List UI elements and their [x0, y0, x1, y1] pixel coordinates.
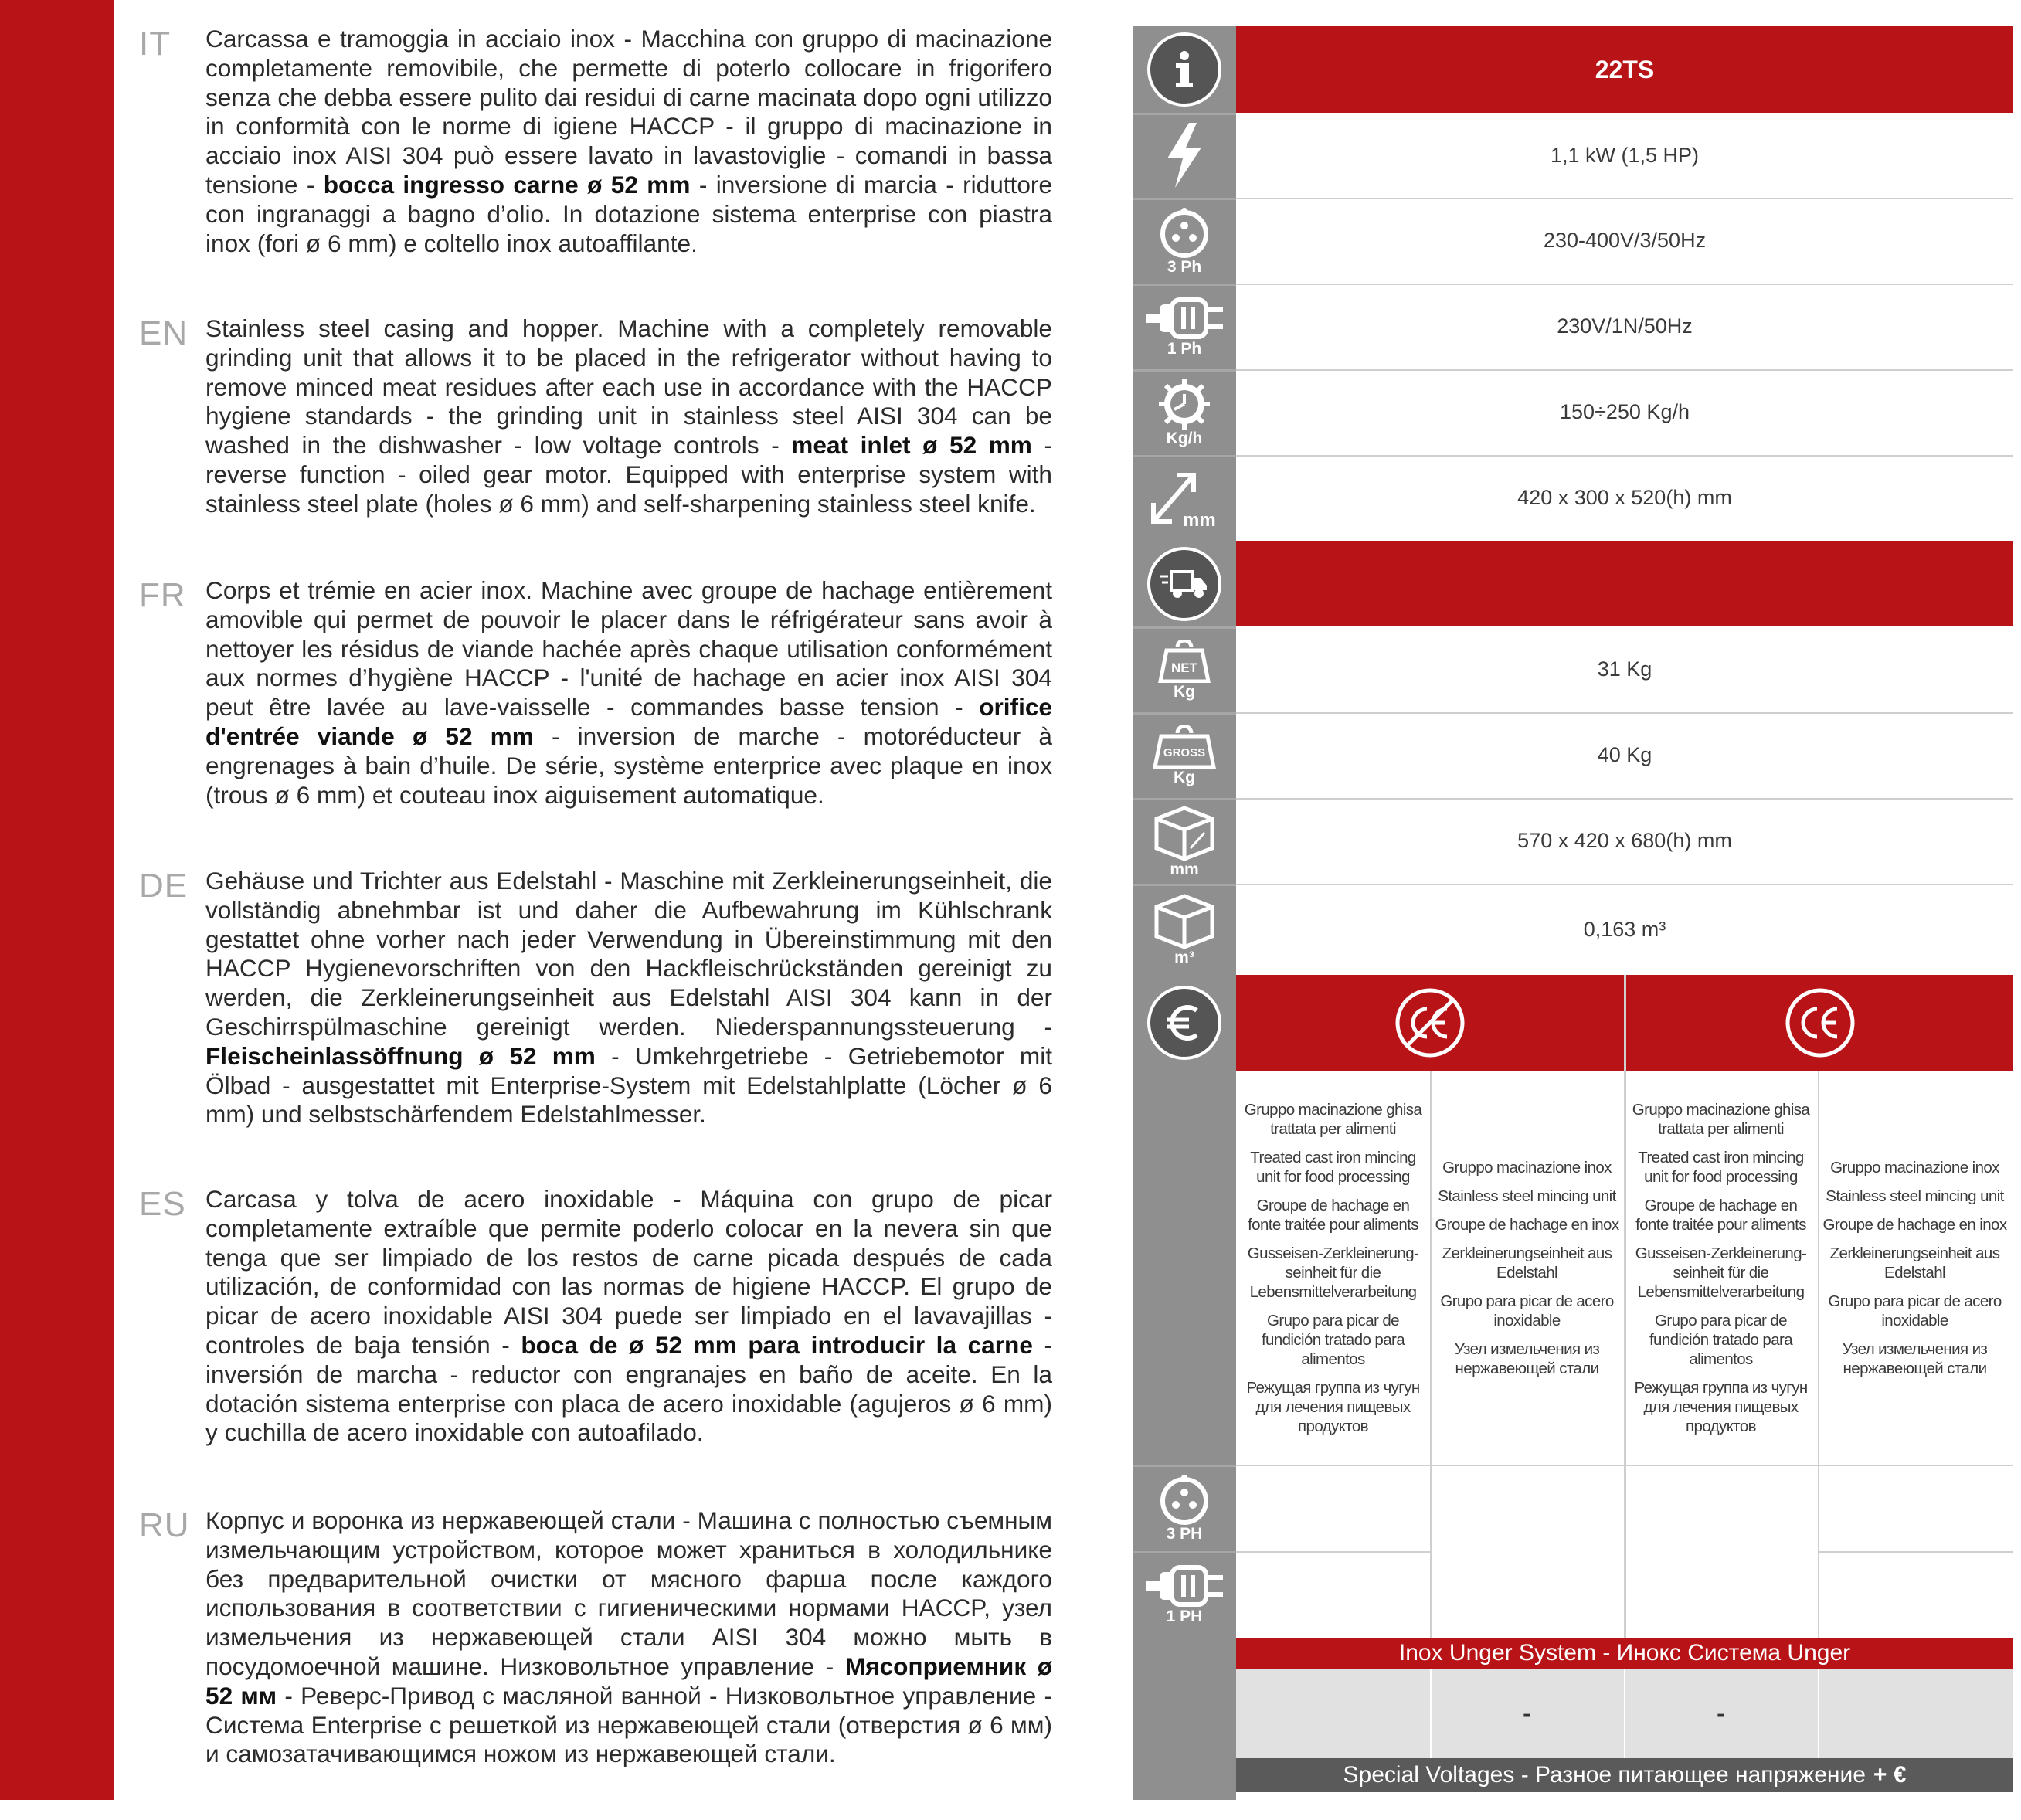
- net-weight-value: 31 Kg: [1236, 626, 2013, 712]
- dimensions-arrow-icon: [1133, 455, 1236, 541]
- body-text: - Реверс-Привод с масляной ванной - Низковольтное управление - Система Enterprise с решеткой из нержавеющей стали (отверстия ø 6 мм) и самозатачивающимся ножом из нержавеющей стали.: [205, 1681, 1052, 1768]
- cast-iron-option-2: Gruppo macinazione ghisa trattata per alimenti Treated cast iron mincing unit for food processing Groupe de hachage en fonte traitée pour aliments Gusseisen-Zerkleinerung-seinheit für die Lebensmittelverarbeitung Grupo para picar de fundición tratado para alimentos Режущая группа из чугун для лечения пищевых продуктов: [1632, 1100, 1810, 1435]
- row-gross-weight: [1133, 712, 2013, 798]
- box-volume-icon: [1133, 884, 1236, 975]
- body-text: Carcassa e tramoggia in acciaio inox - Macchina con gruppo di macinazione completamente removibile, che permette di poterlo collocare in frigorifero senza che debba essere pulito dai residui di carne macinata dopo ogni utilizzo in conformità con le norme di igiene HACCP - il gruppo di macinazione in acciaio inox AISI 304 può essere lavato in lavastoviglie - comandi in bassa tensione -: [205, 25, 1052, 199]
- row-voltage-3ph: [1133, 198, 2013, 284]
- body-text: - inversione di marcia - riduttore con ingranaggi a bagno d’olio. In dotazione sistema enterprise con piastra inox (fori ø 6 mm) e coltello inox autoaffilante.: [205, 170, 1052, 257]
- lang-code-ru: RU: [139, 1506, 190, 1544]
- single-phase-plug-icon: [1133, 284, 1236, 369]
- special-voltages-band: [1236, 1758, 2013, 1792]
- m3-label: m³: [1174, 949, 1194, 966]
- power-value: 1,1 kW (1,5 HP): [1236, 113, 2013, 198]
- highlight-text: Мясоприемник ø 52 мм: [205, 1652, 1052, 1710]
- row-packing-dimensions: [1133, 798, 2013, 884]
- body-text: - inversion de marche - motoréducteur à engrenages à bain d’huile. De série, système enterprice avec plaque en inox (trous ø 6 mm) et couteau inox aiguisement automatique.: [205, 722, 1052, 809]
- volume-value: 0,163 m³: [1236, 884, 2013, 975]
- no-ce-mark-icon: [1236, 975, 1624, 1071]
- info-icon: [1133, 26, 1236, 113]
- box-dimensions-icon: [1133, 798, 1236, 884]
- unger-value-2: -: [1523, 1699, 1531, 1727]
- gross-kg-label: Kg: [1174, 768, 1195, 786]
- row-model: [1133, 26, 2013, 113]
- row-voltage-1ph: [1133, 284, 2013, 369]
- pack-mm-label: mm: [1170, 860, 1199, 878]
- body-text: Corps et trémie en acier inox. Machine avec groupe de hachage entièrement amovible qui permet de pouvoir le placer dans le réfrigérateur sans avoir à nettoyer les résidus de viande hachée après chaque utilisation conformément aux normes d’hygiène HACCP - l'unité de hachage en acier inox AISI 304 peut être lavée au lave-vaisselle - commandes basse tension -: [205, 576, 1052, 722]
- lang-code-en: EN: [139, 314, 189, 352]
- voltage-3ph-value: 230-400V/3/50Hz: [1236, 198, 2013, 284]
- three-phase-plug-icon-price: [1133, 1465, 1236, 1551]
- unger-value-4: [1818, 1669, 2012, 1758]
- shipping-header-blank: [1236, 541, 2013, 626]
- gauge-icon: [1133, 369, 1236, 455]
- body-text: Корпус и воронка из нержавеющей стали - Машина с полностью съемным измельчающим устройством, которое может храниться в холодильнике без предварительной очистки от мясного фарша после каждого использования в соответствии с гигиеническими нормами HACCP, узел измельчения из нержавеющей стали AISI 304 можно мыть в посудомоечной машине. Низковольтное управление -: [205, 1506, 1052, 1680]
- delivery-truck-icon: [1133, 541, 1236, 626]
- capacity-value: 150÷250 Kg/h: [1236, 369, 2013, 455]
- description-en: [205, 314, 1052, 519]
- one-ph-price-label: 1 PH: [1166, 1608, 1203, 1625]
- gross-weight-value: 40 Kg: [1236, 712, 2013, 798]
- three-phase-plug-icon: [1133, 198, 1236, 284]
- gross-label: GROSS: [1163, 745, 1206, 759]
- unger-values: [1236, 1669, 2013, 1758]
- highlight-text: boca de ø 52 mm para introducir la carne: [521, 1330, 1033, 1359]
- left-red-band: [0, 0, 114, 1800]
- row-net-weight: [1133, 626, 2013, 712]
- row-volume: [1133, 884, 2013, 975]
- row-price-3ph: [1133, 1465, 2013, 1551]
- net-kg-label: Kg: [1174, 682, 1195, 701]
- single-phase-plug-icon-price: [1133, 1551, 1236, 1638]
- unger-system-band: Inox Unger System - Инокс Система Unger: [1236, 1638, 2013, 1669]
- body-text: - inversión de marcha - reductor con engranajes en baño de aceite. En la dotación sistema enterprise con placa de acero inoxidable (agujeros ø 6 mm) y cuchilla de acero inoxidable con autoafilado.: [205, 1330, 1052, 1447]
- description-de: [205, 867, 1052, 1129]
- row-price-1ph: [1133, 1551, 2013, 1638]
- cast-iron-option-1: Gruppo macinazione ghisa trattata per alimenti Treated cast iron mincing unit for food processing Groupe de hachage en fonte traitée pour aliments Gusseisen-Zerkleinerung-seinheit für die Lebensmittelverarbeitung Grupo para picar de fundición tratado para alimentos Режущая группа из чугун для лечения пищевых продуктов: [1244, 1100, 1422, 1435]
- three-ph-label: 3 Ph: [1167, 257, 1202, 276]
- one-ph-label: 1 Ph: [1167, 339, 1202, 358]
- unger-value-3: -: [1717, 1699, 1725, 1727]
- lang-code-de: DE: [139, 867, 189, 905]
- gross-weight-icon: [1133, 712, 1236, 798]
- inox-option-1: Gruppo macinazione inox Stainless steel mincing unit Groupe de hachage en inox Zerkleinerungseinheit aus Edelstahl Grupo para picar de acero inoxidable Узел измельчения из нержавеющей стали: [1435, 1158, 1619, 1377]
- row-shipping-header: [1133, 541, 2013, 626]
- highlight-text: meat inlet ø 52 mm: [791, 431, 1032, 460]
- highlight-text: Fleischeinlassöffnung ø 52 mm: [205, 1041, 596, 1070]
- description-it: [205, 25, 1052, 258]
- kgh-label: Kg/h: [1166, 429, 1203, 447]
- euro-icon: [1133, 975, 1236, 1071]
- three-ph-price-label: 3 PH: [1166, 1525, 1203, 1543]
- voltage-1ph-value: 230V/1N/50Hz: [1236, 284, 2013, 369]
- ce-mark-icon: [1626, 975, 2014, 1071]
- mm-label: mm: [1183, 509, 1216, 529]
- lightning-icon: [1133, 113, 1236, 198]
- highlight-text: bocca ingresso carne ø 52 mm: [323, 170, 691, 199]
- special-voltages-text: Special Voltages - Разное питающее напряжение: [1343, 1762, 1866, 1788]
- special-voltages-suffix: + €: [1873, 1762, 1907, 1788]
- spec-table: [1133, 26, 2013, 1800]
- unger-value-1: [1236, 1669, 1430, 1758]
- description-es: [205, 1185, 1052, 1448]
- packing-dimensions-value: 570 x 420 x 680(h) mm: [1236, 798, 2013, 884]
- lang-code-es: ES: [139, 1185, 186, 1223]
- description-fr: [205, 576, 1052, 810]
- net-weight-icon: [1133, 626, 1236, 712]
- net-label: NET: [1171, 660, 1197, 675]
- lang-code-fr: FR: [139, 576, 186, 614]
- body-text: Carcasa y tolva de acero inoxidable - Máquina con grupo de picar completamente extraíble que permite poderlo colocar en la nevera sin que tenga que ser limpiado de los restos de carne picada después de cada utilización, de conformidad con las normas de higiene HACCP. El grupo de picar de acero inoxidable AISI 304 puede ser limpiado en el lavavajillas - controles de baja tensión -: [205, 1185, 1052, 1359]
- row-power: [1133, 113, 2013, 198]
- lang-code-it: IT: [139, 25, 172, 63]
- inox-option-2: Gruppo macinazione inox Stainless steel mincing unit Groupe de hachage en inox Zerkleinerungseinheit aus Edelstahl Grupo para picar de acero inoxidable Узел измельчения из нержавеющей стали: [1822, 1158, 2007, 1377]
- body-text: - reverse function - oiled gear motor. Equipped with enterprise system with stainless steel plate (holes ø 6 mm) and self-sharpening stainless steel knife.: [205, 431, 1052, 518]
- description-ru: [205, 1506, 1052, 1769]
- dimensions-value: 420 x 300 x 520(h) mm: [1236, 455, 2013, 541]
- body-text: Gehäuse und Trichter aus Edelstahl - Maschine mit Zerkleinerungseinheit, die vollständig abnehmbar ist und daher die Aufbewahrung im Kühlschrank gestattet ohne vorher nach jeder Verwendung in Übereinstimmung mit den HACCP Hygienevorschriften von den Hackfleischrückständen gereinigt zu werden, die Zerkleinerungseinheit aus Edelstahl AISI 304 kann in der Geschirrspülmaschine gereinigt werden. Niederspannungssteuerung -: [205, 867, 1052, 1041]
- row-dimensions: [1133, 455, 2013, 541]
- row-capacity: [1133, 369, 2013, 455]
- body-text: Stainless steel casing and hopper. Machine with a completely removable grinding unit that allows it to be placed in the refrigerator without having to remove minced meat residues after each use in accordance with the HACCP hygiene standards - the grinding unit in stainless steel AISI 304 can be washed in the dishwasher - low voltage controls -: [205, 314, 1052, 460]
- highlight-text: orifice d'entrée viande ø 52 mm: [205, 693, 1052, 750]
- body-text: - Umkehrgetriebe - Getriebemotor mit Ölbad - ausgestattet mit Enterprise-System mit Edelstahlplatte (Löcher ø 6 mm) und selbstschärfendem Edelstahlmesser.: [205, 1041, 1052, 1129]
- model-name: 22TS: [1236, 26, 2013, 113]
